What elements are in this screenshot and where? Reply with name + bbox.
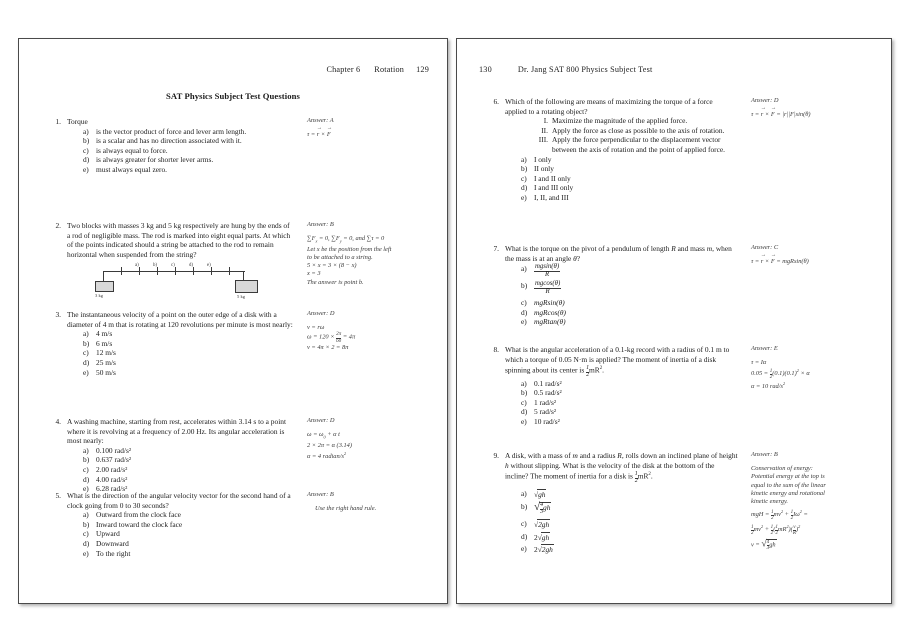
- option-label: a): [521, 378, 527, 388]
- option-e[interactable]: [83, 368, 293, 378]
- option-text: I and III only: [534, 183, 574, 193]
- option-text: is always equal to force.: [96, 145, 168, 155]
- answer-7: [751, 244, 891, 266]
- option-text: 0.637 rad/s²: [96, 455, 132, 465]
- answer-work-line: Let x be the position from the left: [307, 245, 392, 253]
- option-text: 0.100 rad/s²: [96, 445, 132, 455]
- option-label: b): [83, 455, 90, 465]
- option-e[interactable]: [521, 317, 739, 327]
- option-label: d): [83, 538, 90, 548]
- option-label: e): [521, 192, 527, 202]
- question-9: [481, 451, 739, 555]
- option-text: To the right: [96, 548, 131, 558]
- question-8: [481, 345, 739, 427]
- question-stem: The instantaneous velocity of a point on the outer edge of a disk with a diameter of 4 m that is rotating at 120 revolutions per minute is most nearly:: [67, 310, 293, 329]
- question-stem: Two blocks with masses 3 kg and 5 kg respectively are hung by the ends of a rod of negligible mass. The rod is marked into eight equal parts. At which of the points indicated should a string be attached to the rod to remain horizontal when suspended from the string?: [67, 221, 291, 259]
- option-b[interactable]: [521, 388, 739, 398]
- roman-label: III.: [538, 135, 548, 145]
- option-e[interactable]: [521, 544, 739, 555]
- answer-work-line: α = 4 radian/$s^2$: [307, 450, 347, 461]
- option-label: e): [521, 544, 527, 554]
- option-text: 2√gh: [534, 532, 550, 542]
- option-e[interactable]: [521, 193, 736, 203]
- question-stem: What is the angular acceleration of a 0.1-kg record with a radius of 0.1 m to which a torque of 0.05 N·m is applied? The moment of inertia of a disk spinning about its center is $\frac{1}{2}$ $mR^2$.: [505, 345, 730, 378]
- book-title: Dr. Jang SAT 800 Physics Subject Test: [517, 65, 653, 74]
- option-c[interactable]: [83, 465, 293, 475]
- question-stem: A disk, with a mass of m and a radius R, rolls down an inclined plane of height h without slipping. What is the velocity of the disk at the bottom of the incline? The moment of inertia for a disk is $\frac{1}{2}$ $mR^2$.: [505, 451, 738, 484]
- option-text: √ $\frac{4}{3}$ gh: [534, 501, 551, 516]
- roman-text: Maximize the magnitude of the applied force.: [552, 116, 688, 126]
- option-list: [521, 489, 739, 555]
- roman-list: [531, 116, 736, 154]
- answer-work-line: Potential energy at the top is: [751, 473, 825, 481]
- option-a[interactable]: [83, 510, 298, 520]
- option-list: [521, 155, 736, 203]
- option-text: is always greater for shorter lever arms.: [96, 155, 214, 165]
- option-label: e): [83, 367, 89, 377]
- option-b[interactable]: [521, 502, 739, 516]
- answer-work-line: kinetic energy.: [751, 498, 789, 506]
- option-a[interactable]: [83, 127, 246, 137]
- question-3: [43, 310, 293, 377]
- option-c[interactable]: [83, 348, 293, 358]
- option-text: 12 m/s: [96, 348, 116, 358]
- option-list: [83, 510, 298, 558]
- rod-tick: [211, 267, 212, 275]
- option-label: d): [83, 474, 90, 484]
- answer-label: Answer: D: [307, 310, 335, 317]
- question-number: 5.: [55, 491, 61, 500]
- answer-work-line: kinetic energy and rotational: [751, 489, 825, 497]
- rod-tick: [139, 267, 140, 275]
- question-1: [43, 117, 293, 175]
- answer-work-line: v = 4π × 2 = 8π: [307, 343, 349, 351]
- question-list-left: [19, 39, 447, 603]
- option-d[interactable]: [521, 407, 739, 417]
- question-2: [43, 221, 293, 298]
- rod: [103, 271, 245, 272]
- option-a[interactable]: [521, 155, 736, 165]
- answer-work-line: $\frac{1}{2}$ $mv^2$ + $\frac{1}{2}$ ( $\frac{1}{2}$ $mR^2$)( $\frac{v}{R}$ )$^2$: [751, 523, 801, 536]
- answer-work-line: ω = 120 × $\frac{2\pi}{60}$ = 4π: [307, 331, 356, 344]
- option-text: mgRcos(θ): [534, 307, 566, 317]
- answer-label: Answer: B: [751, 451, 778, 458]
- option-c[interactable]: [83, 529, 298, 539]
- option-label: b): [521, 502, 528, 512]
- option-label: d): [521, 531, 528, 541]
- option-text: √2gh: [534, 520, 550, 529]
- question-stem: What is the direction of the angular velocity vector for the second hand of a clock going from 0 to 30 seconds?: [67, 491, 291, 510]
- running-head-section: Rotation: [374, 65, 405, 74]
- answer-work-line: α = 10 rad/$s^2$: [751, 381, 786, 391]
- option-label: d): [521, 183, 528, 193]
- left-mass-label: 3 kg: [95, 293, 104, 299]
- option-text: is the vector product of force and lever arm length.: [96, 126, 247, 136]
- option-e[interactable]: [83, 549, 298, 559]
- option-text: √gh: [534, 489, 546, 499]
- option-label: c): [83, 145, 89, 155]
- option-text: is a scalar and has no direction associated with it.: [96, 136, 242, 146]
- option-d[interactable]: [83, 358, 293, 368]
- option-b[interactable]: [83, 455, 293, 465]
- question-6: [481, 97, 736, 203]
- option-text: Upward: [96, 529, 120, 539]
- answer-work-line: v = √ $\frac{4}{3}$ gh: [751, 538, 776, 551]
- answer-work-line: 0.05 = $\frac{1}{2}$ $(0.1)(0.1)^2 \times \alpha$: [751, 367, 810, 381]
- answer-label: Answer: C: [751, 244, 779, 251]
- option-a[interactable]: [83, 446, 293, 456]
- option-text: 1 rad/s²: [534, 397, 557, 407]
- rod-tick: [175, 267, 176, 275]
- option-label: a): [521, 488, 527, 498]
- option-text: must always equal zero.: [96, 164, 168, 174]
- option-text: Inward toward the clock face: [96, 519, 183, 529]
- option-e[interactable]: [521, 417, 739, 427]
- page-number-left: 129: [416, 65, 429, 74]
- option-c[interactable]: [521, 298, 739, 308]
- question-number: 3.: [55, 310, 61, 319]
- answer-4: [307, 417, 442, 461]
- question-list-right: [457, 39, 891, 603]
- option-label: a): [83, 126, 89, 136]
- option-text: Outward from the clock face: [96, 510, 181, 520]
- answer-work-line: 2 × 2π = α (3.14): [307, 441, 352, 449]
- answer-work-line: x = 3: [307, 270, 321, 278]
- option-text: I and II only: [534, 173, 571, 183]
- option-list: [83, 329, 293, 377]
- answer-work-line: equal to the sum of the linear: [751, 481, 826, 489]
- option-label: a): [521, 154, 527, 164]
- question-stem: Torque: [67, 117, 88, 126]
- page-right: [456, 38, 892, 604]
- option-a[interactable]: [521, 489, 739, 500]
- option-d[interactable]: [83, 475, 293, 485]
- option-label: a): [83, 445, 89, 455]
- answer-work-line: mgH = $\frac{1}{2}$ $mv^2$ + $\frac{1}{2}$ $I\omega^2$ =: [751, 508, 808, 521]
- rod-tick: [157, 267, 158, 275]
- question-number: 1.: [55, 117, 61, 126]
- question-number: 8.: [493, 345, 499, 354]
- answer-work-line: τ = Iα: [751, 359, 767, 367]
- option-list: [83, 127, 246, 175]
- option-label: c): [521, 519, 527, 528]
- figure-point-b: b): [153, 263, 157, 269]
- option-a[interactable]: [521, 264, 739, 279]
- option-label: b): [521, 281, 528, 291]
- option-label: a): [521, 264, 527, 274]
- option-text: 6 m/s: [96, 338, 113, 348]
- option-d[interactable]: [521, 183, 736, 193]
- page-title: SAT Physics Subject Test Questions: [166, 91, 300, 101]
- page-number-right: 130: [479, 65, 492, 74]
- option-text: 50 m/s: [96, 367, 116, 377]
- rod-tick: [229, 267, 230, 275]
- right-mass-label: 5 kg: [237, 294, 246, 300]
- option-label: e): [83, 164, 89, 174]
- option-text: mgRtan(θ): [534, 317, 566, 327]
- option-b[interactable]: [521, 164, 736, 174]
- question-7: [481, 244, 739, 327]
- option-label: e): [83, 484, 89, 494]
- option-b[interactable]: [521, 281, 739, 296]
- option-c[interactable]: [83, 146, 246, 156]
- answer-work-line: τ = r → × F →: [307, 131, 442, 139]
- answer-label: Answer: B: [307, 491, 334, 498]
- option-label: e): [521, 416, 527, 426]
- answer-8: [751, 345, 891, 392]
- option-label: b): [521, 388, 528, 398]
- option-text: 6.28 rad/s²: [96, 484, 128, 494]
- option-label: d): [83, 357, 90, 367]
- answer-9: [751, 451, 891, 551]
- rod-tick: [121, 267, 122, 275]
- question-stem: Which of the following are means of maximizing the torque of a force applied to a rotating object?: [505, 97, 713, 116]
- answer-2: [307, 221, 447, 287]
- option-list: [521, 264, 739, 327]
- balance-rod-figure: [89, 262, 261, 300]
- answer-label: Answer: D: [307, 417, 335, 424]
- option-label: a): [83, 510, 89, 520]
- answer-1: [307, 117, 442, 139]
- option-d[interactable]: [521, 308, 739, 318]
- option-text: $\frac{mgcos(\theta)}{R}$: [535, 280, 561, 295]
- figure-point-a: a): [135, 263, 139, 269]
- option-text: 0.5 rad/s²: [534, 388, 562, 398]
- option-label: b): [83, 136, 90, 146]
- option-text: I only: [534, 154, 552, 164]
- option-list: [83, 446, 293, 494]
- rod-tick: [193, 267, 194, 275]
- option-label: c): [521, 173, 527, 183]
- roman-label: I.: [543, 116, 548, 126]
- option-d[interactable]: [83, 539, 298, 549]
- option-c[interactable]: [521, 398, 739, 408]
- roman-text: Apply the force as close as possible to the axis of rotation.: [552, 125, 725, 135]
- option-label: d): [83, 155, 90, 165]
- answer-work-line: Conservation of energy:: [751, 465, 813, 473]
- option-c[interactable]: [521, 174, 736, 184]
- answer-6: [751, 97, 891, 119]
- question-number: 6.: [493, 97, 499, 106]
- option-text: Downward: [96, 538, 129, 548]
- figure-point-d: d): [189, 263, 193, 269]
- roman-item-iii: [531, 135, 736, 154]
- option-label: b): [521, 164, 528, 174]
- option-label: c): [521, 397, 527, 407]
- option-text: 4.00 rad/s²: [96, 474, 128, 484]
- answer-work-line: Use the right hand rule.: [315, 505, 377, 513]
- option-b[interactable]: [83, 136, 246, 146]
- option-label: d): [521, 307, 528, 317]
- question-number: 4.: [55, 417, 61, 426]
- page-left: [18, 38, 448, 604]
- roman-label: II.: [541, 125, 548, 135]
- option-text: I, II, and III: [534, 192, 569, 202]
- option-list: [521, 379, 739, 427]
- answer-label: Answer: E: [751, 345, 778, 352]
- question-stem: A washing machine, starting from rest, accelerates within 3.14 s to a point where it is revolving at a frequency of 2.00 Hz. Its angular acceleration is most nearly:: [67, 417, 286, 446]
- option-d[interactable]: [83, 155, 246, 165]
- option-a[interactable]: [83, 329, 293, 339]
- question-4: [43, 417, 293, 494]
- option-b[interactable]: [83, 339, 293, 349]
- answer-label: Answer: A: [307, 117, 334, 124]
- answer-3: [307, 310, 442, 352]
- option-c[interactable]: [521, 519, 739, 530]
- figure-point-e: e): [207, 263, 211, 269]
- answer-label: Answer: D: [751, 97, 779, 104]
- option-label: e): [521, 317, 527, 327]
- answer-work-line: $\omega = \omega_0 + \alpha$ t: [307, 431, 340, 440]
- roman-text: Apply the force perpendicular to the displacement vector between the axis of rotation and the point of applied force.: [552, 135, 726, 154]
- answer-work-line: τ = r → × F → = |r||F|sin(θ): [751, 111, 891, 119]
- option-label: b): [83, 519, 90, 529]
- option-text: mgRsin(θ): [534, 297, 565, 307]
- option-text: 5 rad/s²: [534, 407, 557, 417]
- question-number: 9.: [493, 451, 499, 460]
- question-5: [43, 491, 298, 558]
- roman-item-i: [531, 116, 736, 126]
- option-label: c): [521, 297, 527, 307]
- option-a[interactable]: [521, 379, 739, 389]
- option-b[interactable]: [83, 520, 298, 530]
- option-text: 25 m/s: [96, 357, 116, 367]
- running-head-chapter: Chapter 6: [326, 65, 361, 74]
- option-text: 4 m/s: [96, 329, 113, 339]
- roman-item-ii: [531, 126, 736, 136]
- option-text: II only: [534, 164, 554, 174]
- answer-5: [307, 491, 442, 513]
- answer-label: Answer: B: [307, 221, 334, 228]
- option-text: 10 rad/s²: [534, 416, 560, 426]
- option-e[interactable]: [83, 165, 246, 175]
- option-label: c): [83, 464, 89, 474]
- option-text: 0.1 rad/s²: [534, 378, 562, 388]
- question-number: 2.: [55, 221, 61, 230]
- option-text: 2√2gh: [534, 545, 553, 555]
- option-label: d): [521, 407, 528, 417]
- option-label: c): [83, 348, 89, 358]
- answer-work-line: The answer is point b.: [307, 278, 364, 286]
- answer-work-line: 5 × x = 3 × (8 − x): [307, 262, 357, 270]
- answer-work-line: τ = r → × F → = mgRsin(θ): [751, 258, 891, 266]
- option-label: c): [83, 529, 89, 539]
- option-label: a): [83, 329, 89, 339]
- question-stem: What is the torque on the pivot of a pendulum of length R and mass m, when the mass is at an angle θ?: [505, 244, 732, 263]
- answer-work-line: to be attached to a string.: [307, 253, 373, 261]
- answer-work-line: v = rω: [307, 324, 325, 332]
- option-label: b): [83, 338, 90, 348]
- option-d[interactable]: [521, 532, 739, 543]
- option-text: 2.00 rad/s²: [96, 464, 128, 474]
- option-label: e): [83, 548, 89, 558]
- answer-work-line: $\sum F_x = 0$, $\sum F_y = 0$, and ∑τ = 0: [307, 235, 385, 244]
- option-text: $\frac{mgsin(\theta)}{R}$: [535, 263, 560, 279]
- figure-point-c: c): [171, 263, 175, 269]
- question-number: 7.: [493, 244, 499, 253]
